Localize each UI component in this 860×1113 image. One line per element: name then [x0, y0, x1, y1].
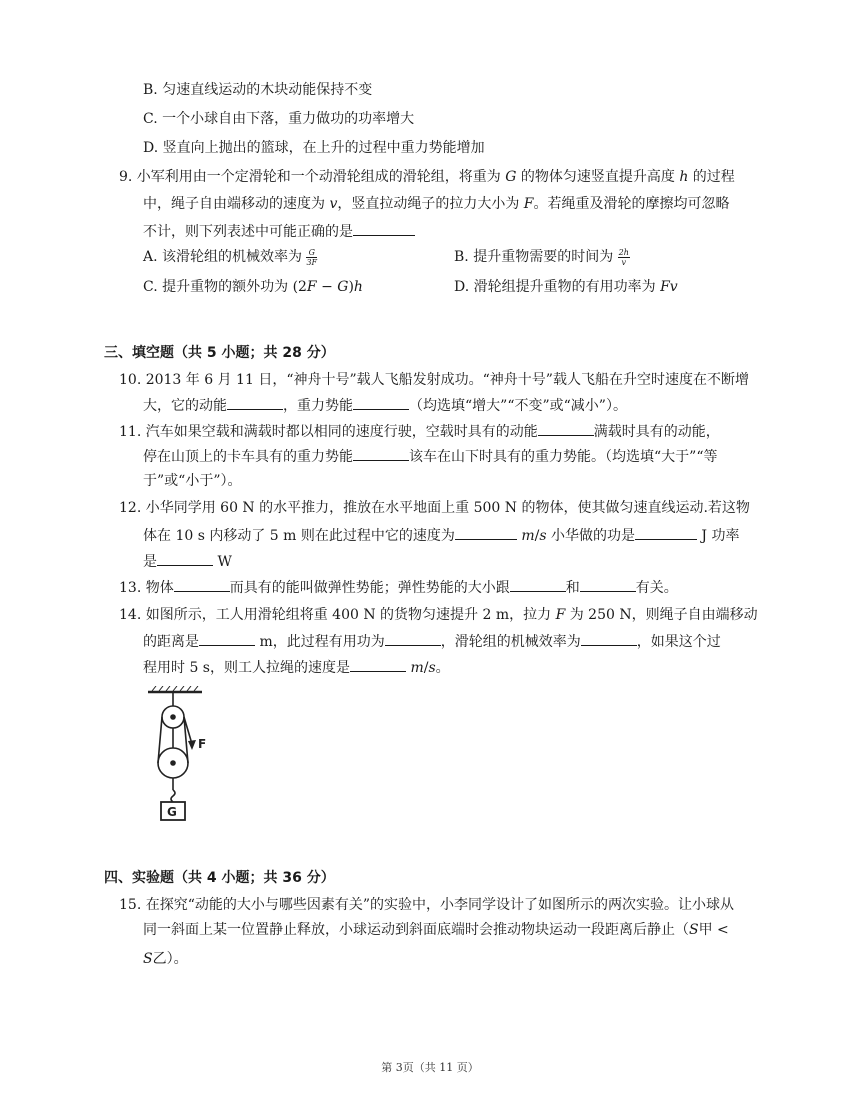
q8-option-c: C. 一个小球自由下落，重力做功的功率增大 [143, 111, 415, 127]
answer-blank[interactable] [385, 631, 441, 646]
fraction-numerator: G [306, 248, 317, 258]
q13-text: 13. 物体 [119, 580, 174, 596]
q11-line-1 [119, 421, 720, 442]
q12-line-2 [143, 525, 739, 546]
answer-blank[interactable] [353, 221, 415, 236]
pulley-system-figure [146, 686, 226, 828]
q13-text: 有关。 [635, 580, 678, 596]
q12-text: 是 [143, 554, 157, 570]
q12-text: W [213, 554, 232, 570]
hook-curve [171, 790, 175, 802]
q10-text: ，重力势能 [283, 398, 353, 414]
q15-line-1: 15. 在探究“动能的大小与哪些因素有关”的实验中，小李同学设计了如图所示的两次实验。让小球从 [119, 897, 735, 913]
answer-blank[interactable] [353, 446, 409, 461]
q11-text: 11. 汽车如果空载和满载时都以相同的速度行驶，空载时具有的动能 [119, 424, 538, 440]
q11-text: 满载时具有的动能， [593, 424, 720, 440]
q12-line-1: 12. 小华同学用 60 N 的水平推力，推放在水平地面上重 500 N 的物体，使其做匀速直线运动.若这物 [119, 500, 750, 516]
answer-blank[interactable] [353, 395, 409, 410]
q9-option-b [454, 245, 630, 269]
q14-text: m，此过程有用功为 [255, 634, 385, 650]
fraction-denominator: 3F [306, 257, 318, 267]
section-heading-fill-in: 三、填空题（共 5 小题；共 28 分） [104, 345, 335, 361]
ceiling-hatch [152, 686, 198, 691]
answer-blank[interactable] [538, 421, 594, 436]
force-arrow-icon [188, 740, 196, 750]
force-label: F [198, 737, 207, 751]
q15-line-3: 𝑆乙）。 [143, 951, 188, 967]
q11-text: 停在山顶上的卡车具有的重力势能 [143, 449, 353, 465]
answer-blank[interactable] [635, 525, 697, 540]
answer-blank[interactable] [580, 577, 636, 592]
q9-line-3 [143, 221, 415, 242]
pulley-axle [171, 715, 175, 719]
fraction-numerator: 2h [618, 247, 629, 257]
q9-line-1: 9. 小军利用由一个定滑轮和一个动滑轮组成的滑轮组，将重为 𝐺 的物体匀速竖直提升高度 ℎ 的过程 [119, 169, 735, 185]
q9-option-b-text: B. 提升重物需要的时间为 [454, 249, 618, 265]
q11-line-2 [143, 446, 717, 467]
q9-option-a-text: A. 该滑轮组的机械效率为 [143, 249, 307, 265]
q14-line-1: 14. 如图所示，工人用滑轮组将重 400 N 的货物匀速提升 2 m，拉力 𝐹 为 250 N，则绳子自由端移动 [119, 607, 758, 623]
section-heading-experiment: 四、实验题（共 4 小题；共 36 分） [104, 870, 335, 886]
q12-line-3 [143, 551, 232, 572]
fraction [618, 248, 630, 267]
q14-text: 程用时 5 s，则工人拉绳的速度是 [143, 660, 350, 676]
q14-text: 𝑚/𝑠。 [406, 660, 450, 676]
q14-line-3 [143, 657, 450, 678]
q9-option-d: D. 滑轮组提升重物的有用功率为 𝐹𝑣 [454, 279, 678, 295]
answer-blank[interactable] [157, 551, 213, 566]
q9-stem-end: 不计，则下列表述中可能正确的是 [143, 224, 353, 240]
q9-line-2: 中，绳子自由端移动的速度为 𝑣，竖直拉动绳子的拉力大小为 𝐹。若绳重及滑轮的摩擦均可忽略 [143, 196, 730, 212]
q8-option-b: B. 匀速直线运动的木块动能保持不变 [143, 82, 373, 98]
answer-blank[interactable] [199, 631, 255, 646]
q12-text: 体在 10 s 内移动了 5 m 则在此过程中它的速度为 [143, 528, 455, 544]
q10-line-2 [143, 395, 627, 416]
fraction [306, 248, 317, 267]
pulley-axle [171, 761, 175, 765]
answer-blank[interactable] [581, 631, 637, 646]
weight-label: G [167, 805, 177, 819]
q9-option-c: C. 提升重物的额外功为 (2𝐹 − 𝐺)ℎ [143, 279, 363, 295]
q11-line-3: 于”或“小于”）。 [143, 473, 242, 489]
page-footer: 第 3页（共 11 页） [381, 1061, 479, 1074]
answer-blank[interactable] [174, 577, 230, 592]
q14-line-2 [143, 631, 721, 652]
q12-text: 𝑚/𝑠 小华做的功是 [516, 528, 635, 544]
q13-text: 而具有的能叫做弹性势能；弹性势能的大小跟 [229, 580, 510, 596]
q13-text: 和 [565, 580, 580, 596]
q10-text: （均选填“增大”“不变”或“减小”）。 [409, 398, 627, 414]
q10-text: 大，它的动能 [143, 398, 227, 414]
q10-line-1: 10. 2013 年 6 月 11 日，“神舟十号”载人飞船发射成功。“神舟十号”载人飞船在升空时速度在不断增 [119, 372, 749, 388]
q12-text: J 功率 [696, 528, 740, 544]
q9-option-a [143, 245, 317, 269]
q14-text: ，滑轮组的机械效率为 [440, 634, 581, 650]
q14-text: 的距离是 [143, 634, 199, 650]
q15-line-2: 同一斜面上某一位置静止释放，小球运动到斜面底端时会推动物块运动一段距离后静止（𝑆甲 < [143, 922, 729, 938]
q8-option-d: D. 竖直向上抛出的篮球，在上升的过程中重力势能增加 [143, 140, 485, 156]
answer-blank[interactable] [350, 657, 406, 672]
answer-blank[interactable] [455, 525, 517, 540]
answer-blank[interactable] [510, 577, 566, 592]
q14-text: ，如果这个过 [636, 634, 721, 650]
answer-blank[interactable] [227, 395, 283, 410]
q11-text: 该车在山下时具有的重力势能。（均选填“大于”“等 [409, 449, 718, 465]
fraction-denominator: v [621, 257, 627, 267]
q13-line [119, 577, 678, 598]
